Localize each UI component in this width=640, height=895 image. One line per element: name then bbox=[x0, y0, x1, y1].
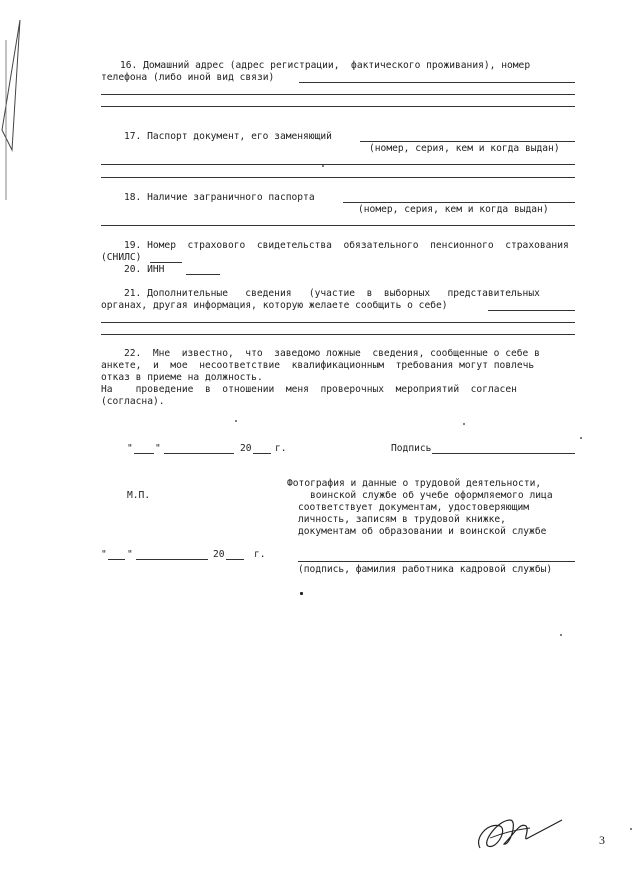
item17-blank-line[interactable] bbox=[101, 177, 575, 178]
item17-blank-line[interactable] bbox=[101, 164, 575, 165]
snils-fill-line[interactable] bbox=[150, 262, 182, 263]
date-month-line[interactable] bbox=[136, 559, 208, 560]
date-day-line[interactable] bbox=[108, 559, 125, 560]
scan-speck bbox=[463, 423, 465, 425]
date-year-suffix: г. bbox=[254, 549, 266, 560]
item22-line1: 22. Мне известно, что заведомо ложные сведения, сообщенные о себе в bbox=[124, 348, 540, 359]
item19-line1: 19. Номер страхового свидетельства обязательного пенсионного страхования bbox=[124, 240, 569, 251]
item20-label: 20. ИНН bbox=[124, 264, 165, 275]
item17-fill-line[interactable] bbox=[360, 141, 575, 142]
item16-blank-line[interactable] bbox=[101, 106, 575, 107]
item21-blank-line[interactable] bbox=[101, 322, 575, 323]
hr-signature-line[interactable] bbox=[298, 561, 575, 562]
scan-speck bbox=[235, 420, 237, 422]
date-month-line[interactable] bbox=[164, 453, 234, 454]
binding-edge-mark bbox=[0, 0, 40, 200]
page-number: 3 bbox=[599, 833, 605, 847]
scan-speck bbox=[580, 437, 582, 439]
hr-confirm-line5: документам об образовании и воинской службе bbox=[298, 526, 547, 537]
hr-confirm-line2: воинской службе об учебе оформляемого лица bbox=[310, 490, 553, 501]
date-day-line[interactable] bbox=[134, 453, 154, 454]
scan-speck bbox=[300, 592, 303, 595]
hr-confirm-line3: соответствует документам, удостоверяющим bbox=[298, 502, 530, 513]
item17-hint: (номер, серия, кем и когда выдан) bbox=[369, 143, 560, 154]
item22-line3: отказ в приеме на должность. bbox=[101, 372, 263, 383]
scan-speck bbox=[630, 828, 632, 830]
item18-blank-line[interactable] bbox=[101, 225, 575, 226]
item22-line5: (согласна). bbox=[101, 396, 165, 407]
item21-fill-line[interactable] bbox=[488, 310, 575, 311]
item18-label: 18. Наличие заграничного паспорта bbox=[124, 192, 315, 203]
item21-line2: органах, другая информация, которую желаете сообщить о себе) bbox=[101, 300, 448, 311]
date-year-line[interactable] bbox=[253, 453, 271, 454]
date-quote-open: " bbox=[101, 549, 107, 560]
item16-fill-line[interactable] bbox=[299, 82, 575, 83]
date-year-line[interactable] bbox=[226, 559, 244, 560]
item17-label: 17. Паспорт документ, его заменяющий bbox=[124, 131, 332, 142]
item22-line4: На проведение в отношении меня проверочных мероприятий согласен bbox=[101, 384, 517, 395]
date-year-suffix: г. bbox=[275, 443, 287, 454]
hr-signature-hint: (подпись, фамилия работника кадровой службы) bbox=[298, 564, 553, 575]
inn-fill-line[interactable] bbox=[186, 274, 220, 275]
signature-line[interactable] bbox=[432, 453, 575, 454]
signature-label: Подпись bbox=[391, 443, 432, 454]
item18-fill-line[interactable] bbox=[343, 202, 575, 203]
date-quote-close: " bbox=[155, 443, 161, 454]
item19-line2: (СНИЛС) bbox=[101, 252, 142, 263]
scan-speck bbox=[322, 165, 324, 167]
date-year-prefix: 20 bbox=[240, 443, 252, 454]
mp-label: М.П. bbox=[127, 490, 151, 501]
item16-blank-line[interactable] bbox=[101, 94, 575, 95]
item18-hint: (номер, серия, кем и когда выдан) bbox=[358, 204, 549, 215]
signature-scribble bbox=[470, 808, 570, 858]
hr-confirm-line1: Фотография и данные о трудовой деятельности, bbox=[287, 478, 542, 489]
item16-line1: 16. Домашний адрес (адрес регистрации, фактического проживания), номер bbox=[120, 60, 531, 71]
date-year-prefix: 20 bbox=[213, 549, 225, 560]
scan-speck bbox=[560, 634, 562, 636]
hr-confirm-line4: личность, записям в трудовой книжке, bbox=[298, 514, 506, 525]
item22-line2: анкете, и мое несоответствие квалификационным требования могут повлечь bbox=[101, 360, 535, 371]
item16-line2: телефона (либо иной вид связи) bbox=[101, 72, 275, 83]
item21-line1: 21. Дополнительные сведения (участие в выборных представительных bbox=[124, 288, 540, 299]
date-quote-open: " bbox=[127, 443, 133, 454]
date-quote-close: " bbox=[127, 549, 133, 560]
item21-blank-line[interactable] bbox=[101, 334, 575, 335]
